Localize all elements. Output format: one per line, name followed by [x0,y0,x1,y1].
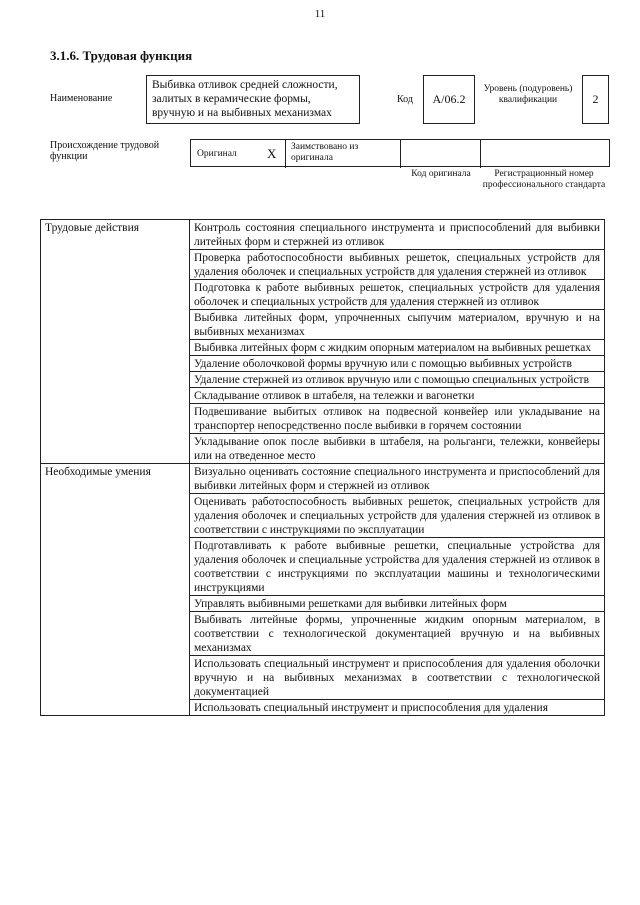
item-cell: Складывание отливок в штабеля, на тележки и вагонетки [190,388,605,404]
item-cell: Управлять выбивными решетками для выбивки литейных форм [190,596,605,612]
item-cell: Проверка работоспособности выбивных решеток, специальных устройств для удаления оболочек и специальных устройств для удаления стержней из отливок [190,250,605,280]
category-cell: Трудовые действия [41,220,190,464]
level-label: Уровень (подуровень) квалификации [483,84,573,105]
borrowed-label: Заимствовано из оригинала [291,142,359,163]
origin-label: Происхождение трудовой функции [50,140,160,162]
original-mark: X [267,146,277,161]
function-code-box: А/06.2 [423,75,475,124]
name-label: Наименование [50,93,113,104]
item-cell: Удаление стержней из отливок вручную или с помощью специальных устройств [190,372,605,388]
table-row [41,220,605,250]
item-cell: Визуально оценивать состояние специального инструмента и приспособлений для выбивки литейных форм и стержней из отливок [190,464,605,494]
borrowed-cell [286,140,401,168]
code-original-caption: Код оригинала [411,169,471,179]
table-row [41,464,605,494]
original-cell [191,140,286,168]
origin-row [190,139,610,167]
item-cell: Выбивка литейных форм с жидким опорным материалом на выбивных решетках [190,340,605,356]
page-number: 11 [314,8,326,20]
reg-number-cell [481,140,609,168]
item-cell: Контроль состояния специального инструмента и приспособлений для выбивки литейных форм и стержней из отливок [190,220,605,250]
item-cell: Подготавливать к работе выбивные решетки, специальные устройства для удаления оболочек и специальные устройства для удаления стержней из отливок в соответствии с инструкциями по эксплуатации машины и технологическими инструкциями [190,538,605,596]
item-cell: Выбивать литейные формы, упрочненные жидким опорным материалом, в соответствии с технологической документацией вручную и на выбивных механизмах [190,612,605,656]
item-cell: Выбивка литейных форм, упрочненных сыпучим материалом, вручную и на выбивных механизмах [190,310,605,340]
reg-number-caption: Регистрационный номер профессионального стандарта [482,169,606,190]
item-cell: Подготовка к работе выбивных решеток, специальных устройств для удаления оболочек и специальных устройств для удаления стержней из отливок [190,280,605,310]
section-title: 3.1.6. Трудовая функция [50,48,193,63]
item-cell: Оценивать работоспособность выбивных решеток, специальных устройств для удаления оболочек и специальных устройств для удаления стержней из отливок в соответствии с инструкциями по эксплуатации [190,494,605,538]
item-cell: Подвешивание выбитых отливок на подвесной конвейер или укладывание на транспортер непосредственно после выбивки в горячем состоянии [190,404,605,434]
category-cell: Необходимые умения [41,464,190,716]
item-cell: Использовать специальный инструмент и приспособления для удаления [190,700,605,716]
original-label: Оригинал [197,149,237,159]
labor-function-table [40,219,605,716]
item-cell: Удаление оболочковой формы вручную или с помощью выбивных устройств [190,356,605,372]
origin-code-cell [401,140,481,168]
item-cell: Укладывание опок после выбивки в штабеля, на рольганги, тележки, конвейеры или на отведенное место [190,434,605,464]
item-cell: Использовать специальный инструмент и приспособления для удаления оболочки вручную и на выбивных механизмах в соответствии с технологической документацией [190,656,605,700]
code-label: Код [397,94,413,105]
level-value-box: 2 [582,75,609,124]
function-name-box: Выбивка отливок средней сложности, залитых в керамические формы, вручную и на выбивных механизмах [146,75,360,124]
